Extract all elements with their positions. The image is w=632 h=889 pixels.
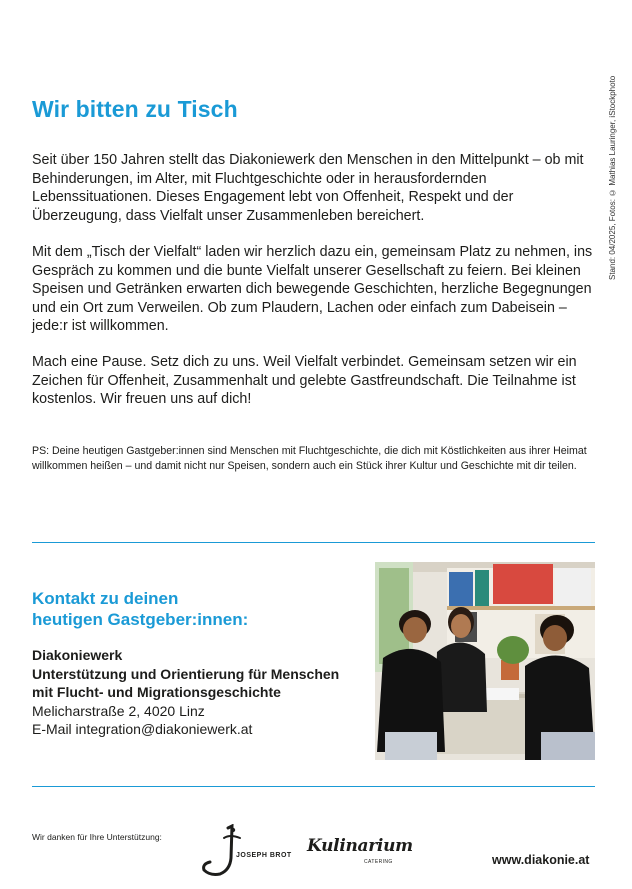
contact-heading-line1: Kontakt zu deinen <box>32 589 179 608</box>
hosts-photo <box>375 562 595 760</box>
closing-paragraph: Mach eine Pause. Setz dich zu uns. Weil Vielfalt verbindet. Gemeinsam setzen wir ein Zeichen für Offenheit, Zusammenhalt und gelebte Gastfreundschaft. Die Teilnahme ist kostenlos. Wir freuen uns auf dich! <box>32 354 577 408</box>
photo-credit: Stand: 04/2025, Fotos: © Mathias Lauringer, iStockphoto <box>608 75 617 280</box>
invitation-paragraph: Mit dem „Tisch der Vielfalt“ laden wir herzlich dazu ein, gemeinsam Platz zu nehmen, ins Gespräch zu kommen und die bunte Vielfalt unserer Gesellschaft zu feiern. Bei kleinen Speisen und Getränken erwarten dich bewegende Geschichten, herzliche Begegnungen und ein Ort zum Verweilen. Ob zum Plaudern, Lachen oder einfach zum Dabeisein – jede:r ist willkommen. <box>32 244 593 335</box>
contact-organization: Diakoniewerk <box>32 647 123 663</box>
contact-address: Melicharstraße 2, 4020 Linz <box>32 702 205 719</box>
page-title: Wir bitten zu Tisch <box>32 96 238 122</box>
intro-paragraph: Seit über 150 Jahren stellt das Diakoniewerk den Menschen in den Mittelpunkt – ob mit Behinderungen, im Alter, mit Fluchtgeschichte oder in herausfordernden Lebenssituationen. Dieses Engagement lebt von Offenheit, Respekt und der Überzeugung, dass Vielfalt unser Zusammenleben bereichert. <box>32 152 584 224</box>
contact-heading <box>32 588 352 630</box>
kulinarium-logo-text: Kulinarium <box>307 836 413 856</box>
joseph-brot-logo-text: JOSEPH BROT <box>236 852 292 859</box>
contact-department-line1: Unterstützung und Orientierung für Menschen <box>32 665 340 682</box>
contact-email[interactable]: E-Mail integration@diakoniewerk.at <box>32 721 253 737</box>
hosts-photo-illustration <box>375 562 595 760</box>
sponsor-thanks: Wir danken für Ihre Unterstützung: <box>32 832 162 842</box>
divider-bottom <box>32 786 595 787</box>
contact-heading-line2: heutigen Gastgeber:innen: <box>32 610 249 629</box>
contact-department-line2: mit Flucht- und Migrationsgeschichte <box>32 684 281 700</box>
kulinarium-logo-subtext: CATERING <box>364 859 393 865</box>
website-link[interactable]: www.diakonie.at <box>492 853 590 867</box>
postscript-note: PS: Deine heutigen Gastgeber:innen sind Menschen mit Fluchtgeschichte, die dich mit Köstlichkeiten aus ihrer Heimat willkommen heißen – und damit nicht nur Speisen, sondern auch ein Stück ihrer Kultur und Geschichte mit dir teilen. <box>32 445 587 472</box>
contact-details <box>32 646 372 739</box>
divider-top <box>32 542 595 543</box>
